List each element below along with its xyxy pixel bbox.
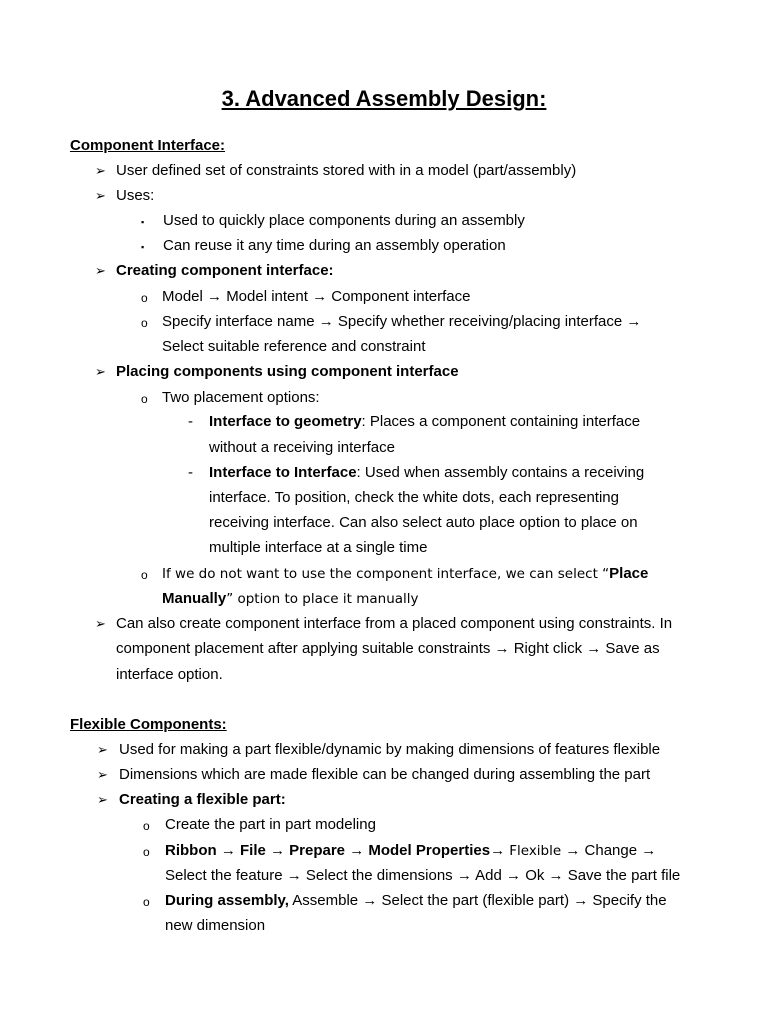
arrow-bullet-icon: ➢ [97, 742, 108, 757]
arrow-bullet-icon: ➢ [97, 767, 108, 782]
bullet-text: Model → Model intent → Component interface [162, 288, 471, 305]
arrow-bullet-icon: ➢ [95, 163, 106, 178]
bullet-text: Can also create component interface from a placed component using constraints. In [116, 615, 673, 632]
arrow-bullet-icon: ➢ [97, 792, 108, 807]
bullet-text-continued: component placement after applying suitable constraints → Right click → Save as [116, 640, 660, 657]
bullet-text-continued: interface. To position, check the white dots, each representing [209, 489, 619, 506]
bullet-text [119, 791, 286, 809]
arrow-bullet-icon: ➢ [95, 263, 106, 278]
circle-bullet-icon: o [141, 392, 148, 406]
arrow-bullet-icon: ➢ [95, 364, 106, 379]
bullet-text-continued: Select suitable reference and constraint [162, 338, 426, 355]
dash-bullet-icon: - [188, 464, 193, 481]
plain-text: : Used when assembly contains a receiving [356, 464, 645, 481]
bold-text: Place [609, 565, 649, 582]
bullet-text-continued: new dimension [165, 917, 266, 934]
bullet-text [165, 842, 656, 860]
plain-text: → [490, 842, 510, 859]
plain-text: ” option to place it manually [226, 591, 419, 607]
bold-text: Creating component interface: [116, 262, 334, 279]
bullet-text [162, 565, 648, 583]
dash-bullet-icon: - [188, 413, 193, 430]
bullet-text-continued: receiving interface. Can also select auto place option to place on [209, 514, 638, 531]
bullet-text: Used for making a part flexible/dynamic by making dimensions of features flexible [119, 741, 661, 758]
bullet-text-continued: multiple interface at a single time [209, 539, 428, 556]
plain-text: If we do not want to use the component interface, we can select “ [162, 566, 610, 582]
bullet-text: Two placement options: [162, 389, 320, 406]
bold-text: Interface to geometry [209, 413, 362, 430]
circle-bullet-icon: o [141, 568, 148, 582]
bold-text: Ribbon → File → Prepare → Model Properties [165, 842, 491, 859]
page-title: 3. Advanced Assembly Design: [221, 86, 547, 111]
bullet-text-continued: interface option. [116, 666, 223, 683]
plain-text: : Places a component containing interface [361, 413, 641, 430]
plain-text: → Change → [561, 842, 657, 859]
circle-bullet-icon: o [143, 845, 150, 859]
bullet-text: Specify interface name → Specify whether receiving/placing interface → [162, 313, 642, 330]
bullet-text [116, 262, 334, 280]
arrow-bullet-icon: ➢ [95, 188, 106, 203]
bullet-text: Dimensions which are made flexible can be changed during assembling the part [119, 766, 651, 783]
circle-bullet-icon: o [143, 895, 150, 909]
circle-bullet-icon: o [141, 316, 148, 330]
bullet-text-continued: without a receiving interface [209, 439, 395, 456]
bullet-text [209, 464, 644, 482]
circle-bullet-icon: o [141, 291, 148, 305]
bold-text: Manually [162, 590, 227, 607]
bullet-text: Uses: [116, 187, 155, 204]
bullet-text: Create the part in part modeling [165, 816, 376, 833]
section-heading-flexible-components: Flexible Components: [70, 716, 227, 733]
bullet-text [116, 363, 459, 381]
circle-bullet-icon: o [143, 819, 150, 833]
bold-text: Placing components using component interface [116, 363, 459, 380]
bold-text: During assembly, [165, 892, 289, 909]
plain-text: Flexible [509, 843, 562, 859]
bullet-text: Can reuse it any time during an assembly operation [163, 237, 506, 254]
plain-text: Assemble → Select the part (flexible part) → Specify the [288, 892, 667, 909]
bold-text: Interface to Interface [209, 464, 357, 481]
bullet-text-continued [162, 590, 419, 608]
section-heading-component-interface: Component Interface: [70, 137, 226, 154]
bullet-text [165, 892, 667, 910]
bullet-text-continued: Select the feature → Select the dimensions → Add → Ok → Save the part file [165, 867, 681, 884]
square-bullet-icon: ▪ [141, 242, 145, 252]
bullet-text [209, 413, 640, 431]
arrow-bullet-icon: ➢ [95, 616, 106, 631]
bullet-text: User defined set of constraints stored with in a model (part/assembly) [116, 162, 577, 179]
bold-text: Creating a flexible part: [119, 791, 286, 808]
bullet-text: Used to quickly place components during an assembly [163, 212, 525, 229]
square-bullet-icon: ▪ [141, 217, 145, 227]
